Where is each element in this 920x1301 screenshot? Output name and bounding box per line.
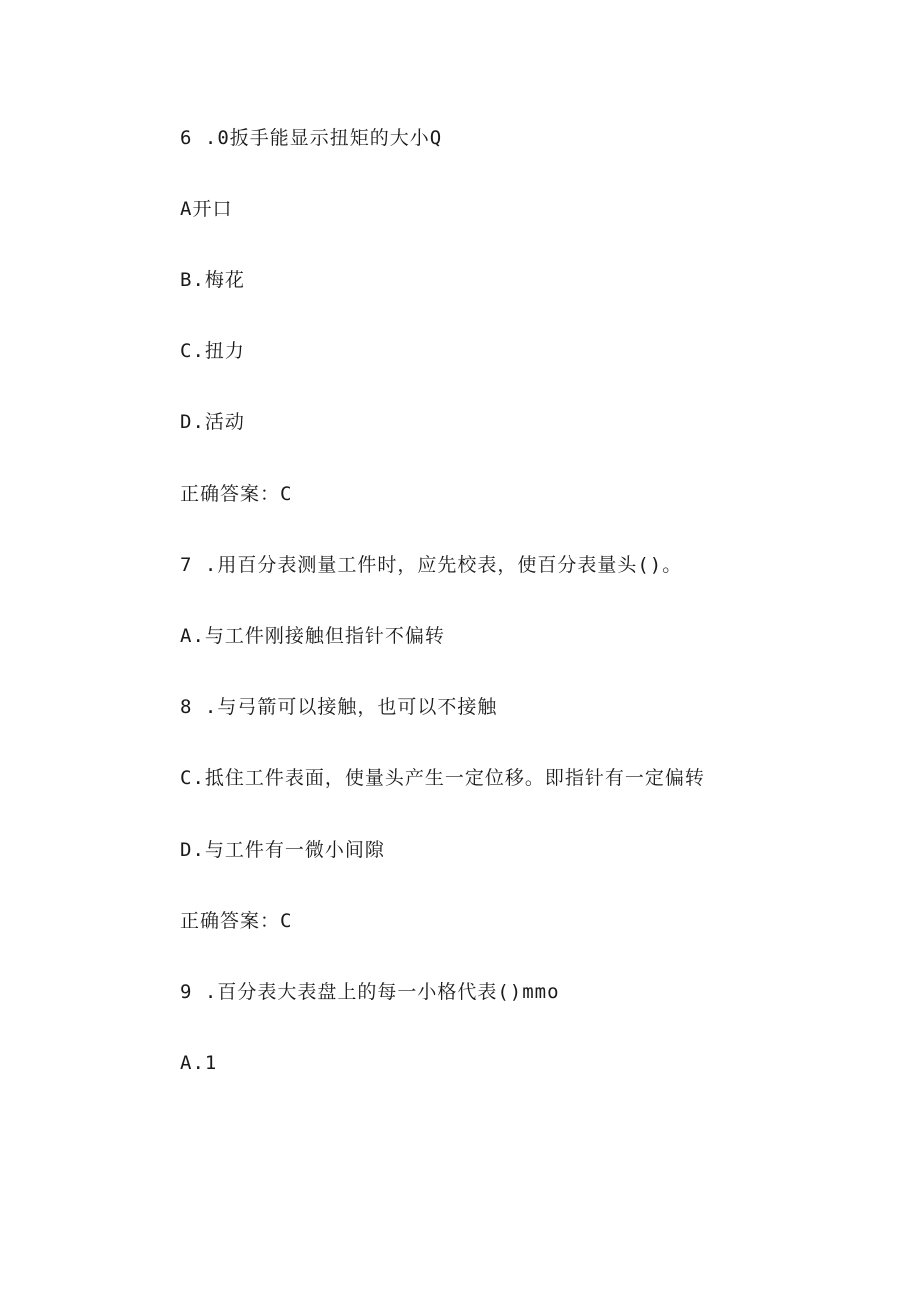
question-9: 9 .百分表大表盘上的每一小格代表()mmo [180, 981, 560, 1003]
question-7-option-a: A.与工件刚接触但指针不偏转 [180, 625, 445, 647]
question-8: 8 .与弓箭可以接触，也可以不接触 [180, 696, 498, 718]
question-7: 7 .用百分表测量工件时，应先校表，使百分表量头()。 [180, 554, 683, 576]
question-7-option-d: D.与工件有一微小间隙 [180, 839, 385, 861]
question-7-answer: 正确答案：C [180, 910, 293, 932]
question-6-option-a: A开口 [180, 198, 233, 220]
question-6-option-d: D.活动 [180, 411, 245, 433]
question-6-answer: 正确答案：C [180, 483, 293, 505]
question-6-option-c: C.扭力 [180, 340, 245, 362]
question-7-option-c: C.抵住工件表面，使量头产生一定位移。即指针有一定偏转 [180, 767, 705, 789]
question-6-option-b: B.梅花 [180, 269, 245, 291]
question-6: 6 .0扳手能显示扭矩的大小Q [180, 127, 443, 149]
question-9-option-a: A.1 [180, 1052, 218, 1074]
